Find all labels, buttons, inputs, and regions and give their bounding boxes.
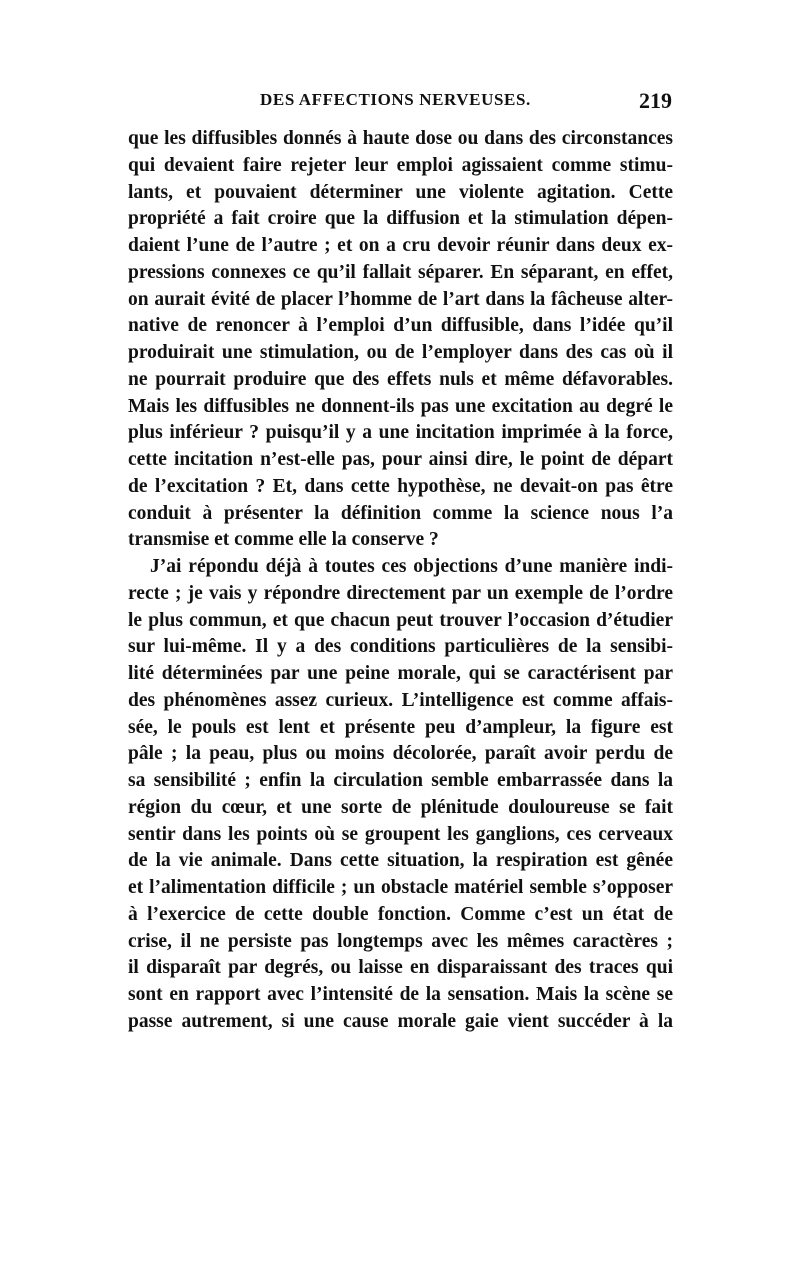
text-line: qui devaient faire rejeter leur emploi agissaient comme stimu- (128, 154, 673, 176)
text-line: et l’alimentation difficile ; un obstacle matériel semble s’opposer (128, 877, 673, 898)
text-line: pâle ; la peau, plus ou moins décolorée, paraît avoir perdu de (128, 743, 673, 765)
text-line: native de renoncer à l’emploi d’un diffusible, dans l’idée qu’il (128, 315, 673, 337)
text-line: le plus commun, et que chacun peut trouver l’occasion d’étudier (128, 609, 673, 631)
running-title: DES AFFECTIONS NERVEUSES. (260, 90, 531, 109)
text-line: lants, et pouvaient déterminer une violente agitation. Cette (128, 181, 673, 203)
text-line: passe autrement, si une cause morale gaie vient succéder à la (128, 1010, 673, 1032)
paragraph-start-line: J’ai répondu déjà à toutes ces objections d’une manière indi- (150, 556, 673, 577)
body-text (128, 126, 673, 1036)
text-line: sur lui-même. Il y a des conditions particulières de la sensibi- (128, 636, 673, 658)
text-line: produirait une stimulation, ou de l’employer dans des cas où il (128, 342, 673, 363)
text-line: on aurait évité de placer l’homme de l’art dans la fâcheuse alter- (128, 288, 673, 310)
text-line: de la vie animale. Dans cette situation, la respiration est gênée (128, 850, 673, 872)
text-line: à l’exercice de cette double fonction. Comme c’est un état de (128, 903, 673, 925)
text-line: sentir dans les points où se groupent les ganglions, ces cerveaux (128, 823, 673, 845)
text-line: sée, le pouls est lent et présente peu d’ampleur, la figure est (128, 716, 673, 738)
text-line: Mais les diffusibles ne donnent-ils pas une excitation au degré le (128, 395, 673, 417)
text-line: ne pourrait produire que des effets nuls et même défavorables. (128, 368, 673, 390)
text-line: plus inférieur ? puisqu’il y a une incitation imprimée à la force, (128, 422, 673, 444)
text-line: il disparaît par degrés, ou laisse en disparaissant des traces qui (128, 957, 673, 979)
text-line: que les diffusibles donnés à haute dose ou dans des circonstances (128, 128, 673, 149)
running-head (128, 88, 672, 118)
text-line: de l’excitation ? Et, dans cette hypothèse, ne devait-on pas être (128, 475, 673, 497)
text-line: cette incitation n’est-elle pas, pour ainsi dire, le point de départ (128, 449, 673, 470)
text-line: sont en rapport avec l’intensité de la sensation. Mais la scène se (128, 984, 673, 1005)
text-line: recte ; je vais y répondre directement par un exemple de l’ordre (128, 582, 673, 604)
text-line: propriété a fait croire que la diffusion et la stimulation dépen- (128, 208, 673, 230)
text-line: daient l’une de l’autre ; et on a cru devoir réunir dans deux ex- (128, 235, 673, 256)
text-line: sa sensibilité ; enfin la circulation semble embarrassée dans la (128, 770, 673, 791)
text-line: conduit à présenter la définition comme la science nous l’a (128, 502, 673, 524)
text-line: lité déterminées par une peine morale, qui se caractérisent par (128, 663, 673, 684)
paragraph-end-line: transmise et comme elle la conserve ? (128, 529, 439, 551)
text-line: région du cœur, et une sorte de plénitude douloureuse se fait (128, 796, 673, 818)
page-number: 219 (639, 88, 672, 113)
text-line: pressions connexes ce qu’il fallait séparer. En séparant, en effet, (128, 261, 673, 283)
text-line: crise, il ne persiste pas longtemps avec les mêmes caractères ; (128, 930, 673, 952)
text-line: des phénomènes assez curieux. L’intelligence est comme affais- (128, 689, 673, 711)
